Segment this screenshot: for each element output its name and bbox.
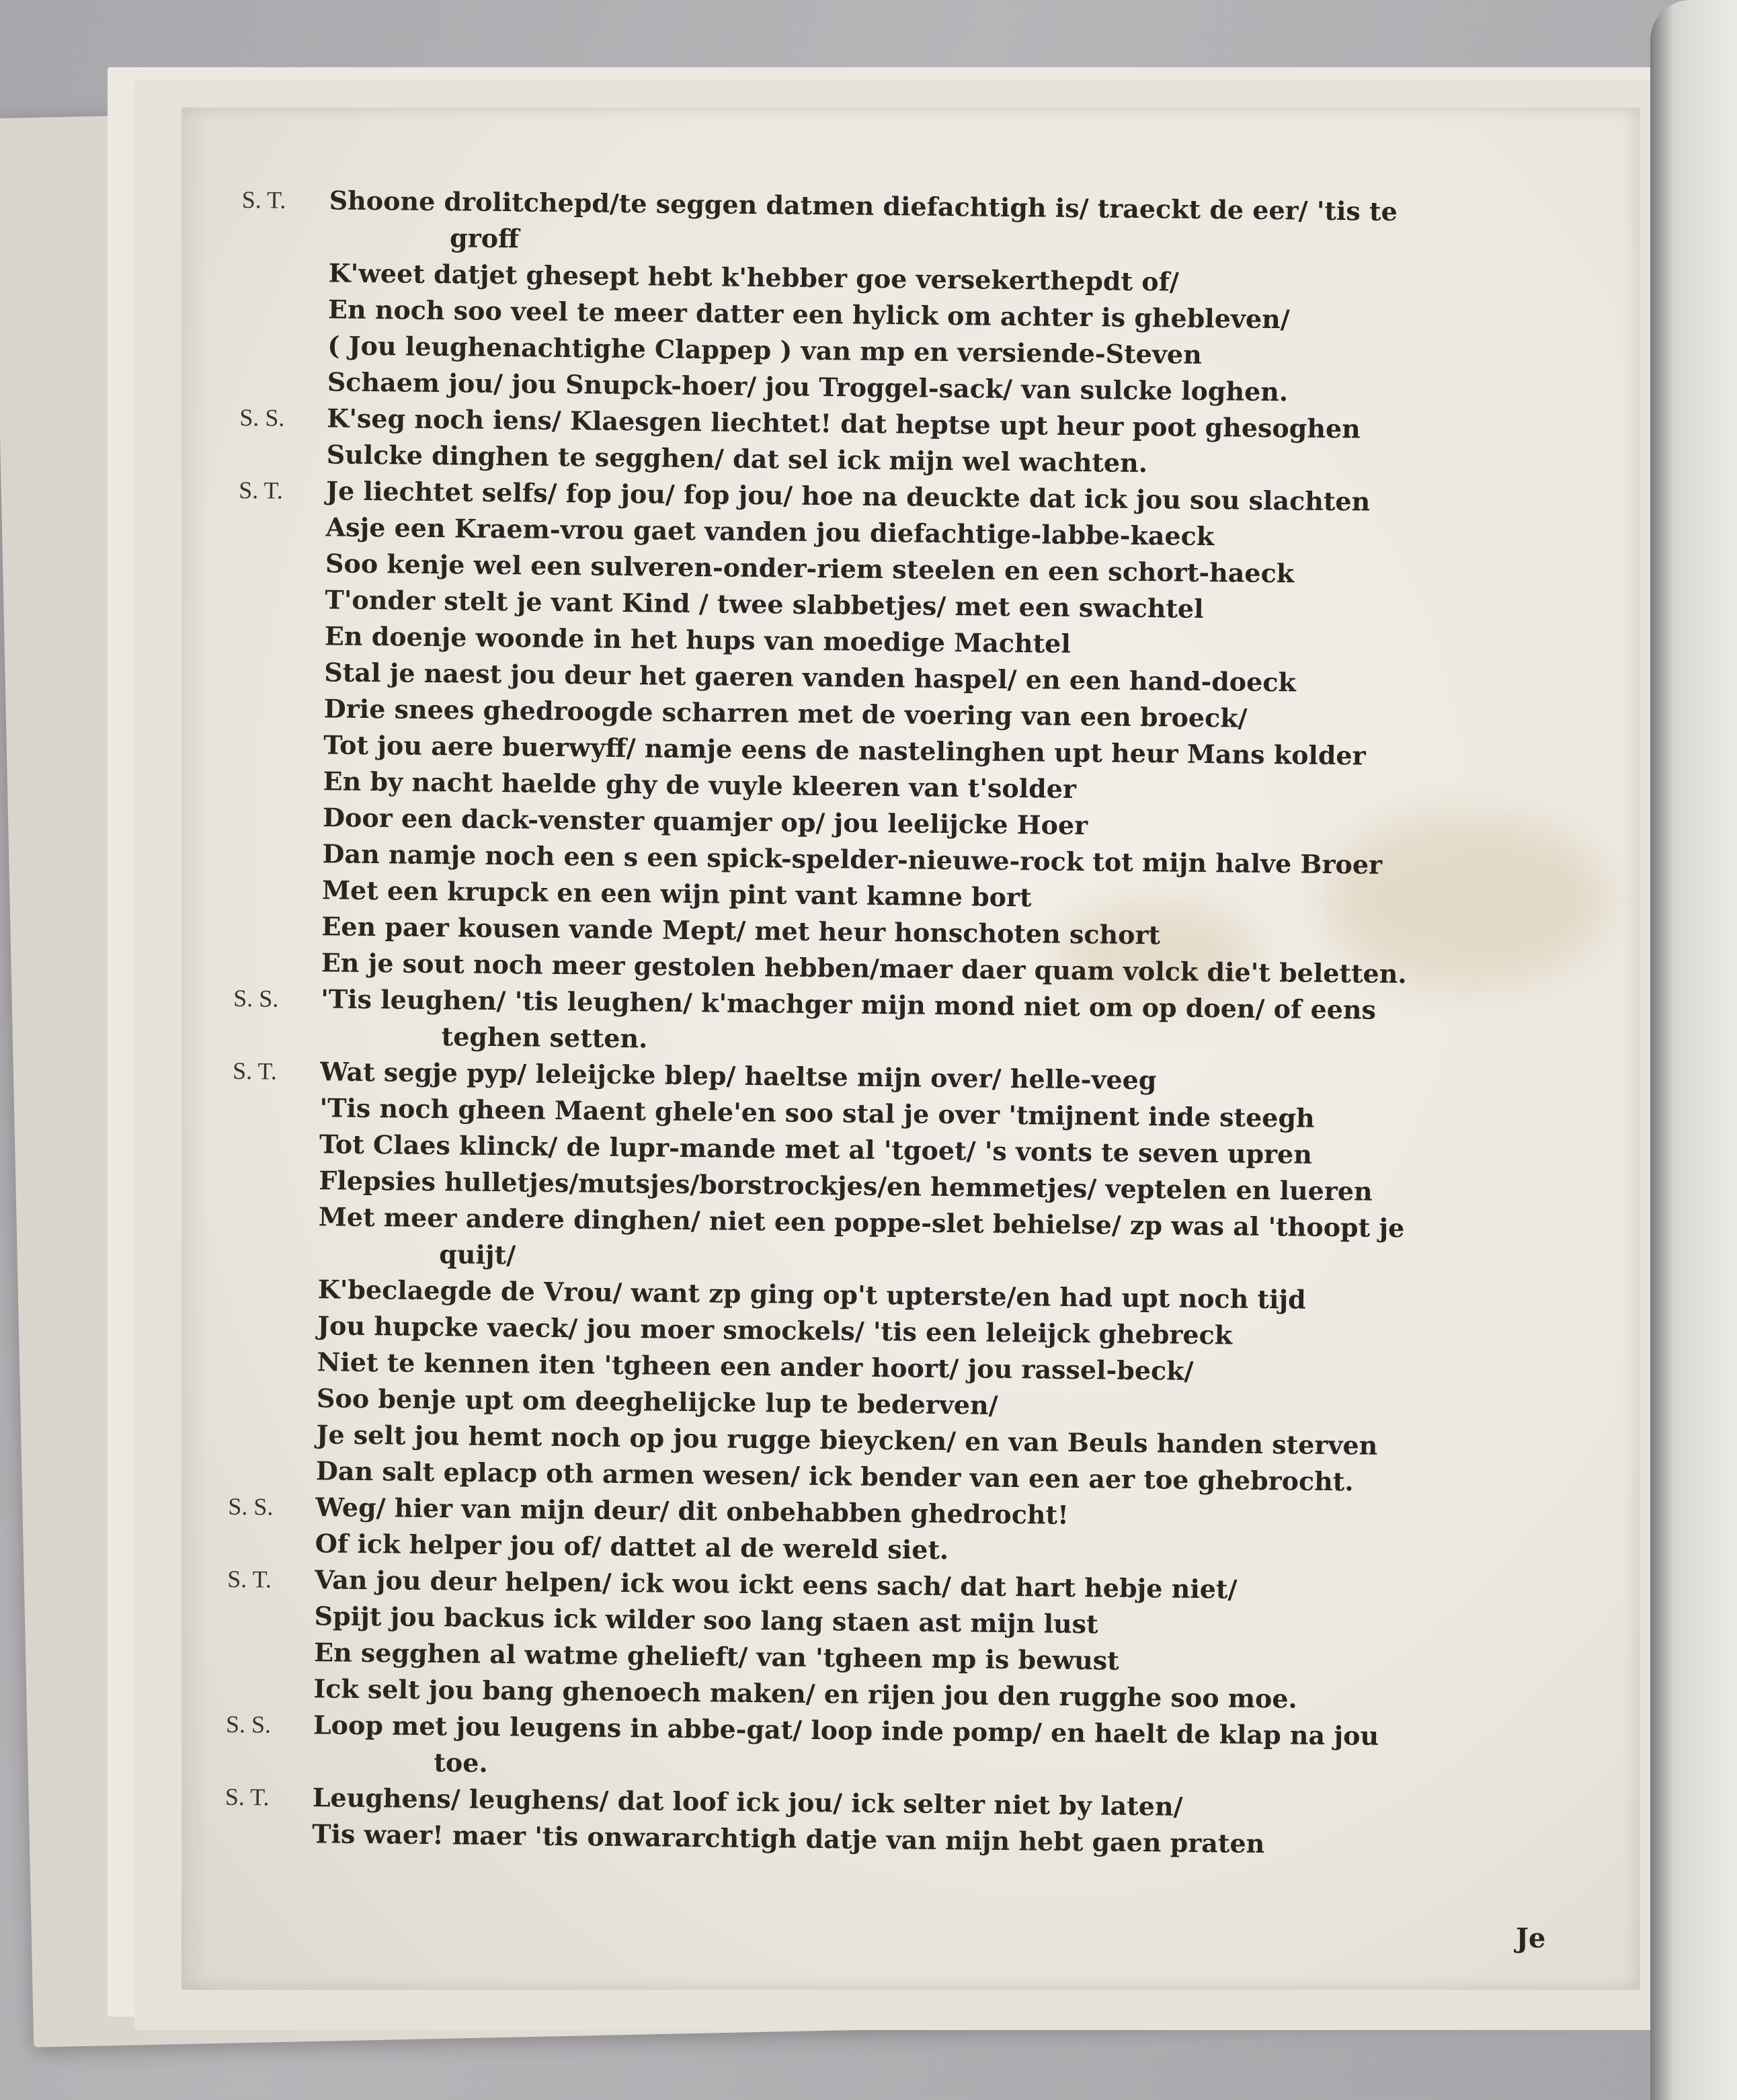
speaker-label: S. T.	[232, 1057, 278, 1085]
speaker-label: S. S.	[225, 1710, 272, 1738]
speaker-label	[234, 907, 322, 944]
speaker-label	[231, 1198, 319, 1235]
speaker-label	[229, 1343, 317, 1380]
speaker-label	[227, 1633, 315, 1670]
verse-text: Drie snees ghedroogde scharren met de voering van een broeck/	[323, 693, 1248, 733]
speaker-label	[229, 1416, 317, 1453]
verse-text: Een paer kousen vande Mept/ met heur honschoten schort	[321, 911, 1161, 951]
speaker-label	[234, 944, 322, 981]
speaker-label	[225, 1742, 313, 1779]
verse-text: Leughens/ leughens/ dat loof ick jou/ ick selter niet by laten/	[312, 1782, 1183, 1822]
verse-text: K'beclaegde de Vrou/ want zp ging op't upterste/en had upt noch tijd	[317, 1274, 1306, 1315]
verse-text: En segghen al watme ghelieft/ van 'tgheen mp is bewust	[313, 1637, 1119, 1676]
catchword: Je	[1516, 1923, 1546, 1954]
verse-text: toe.	[434, 1747, 488, 1778]
verse-text: Schaem jou/ jou Snupck-hoer/ jou Troggel-sack/ van sulcke loghen.	[327, 366, 1289, 407]
speaker-label	[229, 1379, 317, 1416]
speaker-label	[237, 581, 325, 618]
speaker-label	[227, 1597, 315, 1634]
verse-text: quijt/	[439, 1239, 516, 1270]
verse-text: Tis waer! maer 'tis onwararchtigh datje van mijn hebt gaen praten	[312, 1818, 1265, 1859]
verse-text: Je selt jou hemt noch op jou rugge bieycken/ en van Beuls handen sterven	[316, 1419, 1378, 1461]
speaker-label	[229, 1452, 317, 1489]
speaker-label	[238, 508, 326, 545]
speaker-label	[239, 436, 327, 473]
verse-text: T'onder stelt je vant Kind / twee slabbetjes/ met een swachtel	[325, 584, 1204, 624]
verse-text: ( Jou leughenachtighe Clappep ) van mp en versiende-Steven	[327, 330, 1202, 370]
verse-text: Of ick helper jou of/ dattet al de wereld siet.	[315, 1528, 949, 1566]
speaker-label	[241, 290, 329, 327]
verse-text: Door een dack-venster quamjer op/ jou leelijcke Hoer	[322, 802, 1088, 841]
verse-text: Flepsies hulletjes/mutsjes/borstrockjes/en hemmetjes/ veptelen en lueren	[319, 1165, 1373, 1207]
verse-text: En je sout noch meer gestolen hebben/maer daer quam volck die't beletten.	[321, 947, 1407, 990]
speaker-label: S. T.	[241, 186, 286, 214]
verse-text: En noch soo veel te meer datter een hylick om achter is ghebleven/	[327, 294, 1290, 335]
verse-text: 'Tis noch gheen Maent ghele'en soo stal je over 'tmijnent inde steegh	[319, 1092, 1315, 1133]
speaker-label	[231, 1162, 319, 1199]
speaker-label: S. T.	[238, 476, 284, 504]
speaker-label	[235, 762, 323, 799]
speaker-label	[231, 1234, 319, 1271]
verse-text: Weg/ hier van mijn deur/ dit onbehabben ghedrocht!	[315, 1492, 1069, 1530]
page-text	[225, 181, 1553, 1865]
verse-text: Soo benje upt om deeghelijcke lup te bederven/	[316, 1383, 998, 1420]
speaker-label	[237, 690, 325, 727]
verse-text: 'Tis leughen/ 'tis leughen/ k'machger mijn mond niet om op doen/ of eens	[321, 983, 1377, 1025]
speaker-label: S. S.	[228, 1492, 274, 1521]
verse-text: Niet te kennen iten 'tgheen een ander hoort/ jou rassel-beck/	[317, 1346, 1194, 1386]
verse-text: Je liechtet selfs/ fop jou/ fop jou/ hoe na deuckte dat ick jou sou slachten	[325, 475, 1371, 517]
speaker-label: S. T.	[225, 1783, 270, 1811]
speaker-label	[232, 1089, 320, 1126]
verse-text: Loop met jou leugens in abbe-gat/ loop inde pomp/ en haelt de klap na jou	[313, 1709, 1379, 1751]
facing-page-edge	[1650, 0, 1737, 2100]
verse-text: Stal je naest jou deur het gaeren vanden haspel/ en een hand-doeck	[324, 657, 1297, 698]
verse-text: Met een krupck en een wijn pint vant kamne bort	[321, 875, 1032, 913]
speaker-label	[236, 726, 324, 763]
speaker-label	[240, 363, 328, 400]
verse-text: Wat segje pyp/ leleijcke blep/ haeltse mijn over/ helle-veeg	[319, 1056, 1157, 1096]
verse-text: Tot jou aere buerwyff/ namje eens de nastelinghen upt heur Mans kolder	[323, 729, 1366, 771]
verse-text: teghen setten.	[441, 1021, 648, 1054]
speaker-label	[241, 218, 329, 255]
speaker-label	[232, 1125, 320, 1162]
speaker-label	[226, 1670, 314, 1707]
speaker-label	[241, 254, 329, 291]
speaker-label	[237, 617, 325, 654]
verse-text: groff	[449, 223, 520, 254]
speaker-label	[235, 799, 323, 836]
speaker-label: S. T.	[227, 1565, 272, 1593]
speaker-label: S. S.	[239, 403, 285, 432]
speaker-label	[230, 1307, 318, 1344]
speaker-label	[233, 1016, 321, 1053]
verse-text: Spijt jou backus ick wilder soo lang staen ast mijn lust	[314, 1601, 1098, 1640]
verse-text: Ick selt jou bang ghenoech maken/ en rijen jou den rugghe soo moe.	[313, 1673, 1298, 1714]
verse-text: Met meer andere dinghen/ niet een poppe-slet behielse/ zp was al 'thoopt je	[318, 1201, 1405, 1244]
verse-text: En doenje woonde in het hups van moedige Machtel	[324, 620, 1072, 659]
speaker-label	[240, 327, 328, 364]
speaker-label	[230, 1270, 318, 1307]
speaker-label	[225, 1815, 313, 1852]
verse-text: Sulcke dinghen te segghen/ dat sel ick mijn wel wachten.	[326, 439, 1148, 479]
verse-text: En by nacht haelde ghy de vuyle kleeren van t'solder	[323, 766, 1077, 805]
verse-text: Dan namje noch een s een spick-spelder-nieuwe-rock tot mijn halve Broer	[322, 838, 1383, 880]
speaker-label	[235, 871, 323, 908]
verse-text: Asje een Kraem-vrou gaet vanden jou diefachtige-labbe-kaeck	[325, 512, 1215, 552]
verse-text: K'weet datjet ghesept hebt k'hebber goe versekerthepdt of/	[328, 257, 1180, 297]
verse-text: Shoone drolitchepd/te seggen datmen diefachtigh is/ traeckt de eer/ 'tis te	[329, 185, 1398, 227]
speaker-label	[235, 835, 323, 872]
verse-text: Van jou deur helpen/ ick wou ickt eens sach/ dat hart hebje niet/	[314, 1564, 1238, 1605]
verse-text: Soo kenje wel een sulveren-onder-riem steelen en een schort-haeck	[325, 548, 1295, 589]
verse-text: Dan salt eplacp oth armen wesen/ ick bender van een aer toe ghebrocht.	[315, 1455, 1354, 1497]
verse-text: Tot Claes klinck/ de lupr-mande met al 'tgoet/ 's vonts te seven upren	[319, 1129, 1313, 1170]
speaker-label: S. S.	[233, 984, 279, 1012]
speaker-label	[237, 653, 325, 690]
verse-text: K'seg noch iens/ Klaesgen liechtet! dat heptse upt heur poot ghesoghen	[327, 403, 1361, 444]
speaker-label	[228, 1525, 316, 1562]
speaker-label	[238, 544, 326, 581]
verse-text: Jou hupcke vaeck/ jou moer smockels/ 'tis een leleijck ghebreck	[317, 1310, 1233, 1350]
